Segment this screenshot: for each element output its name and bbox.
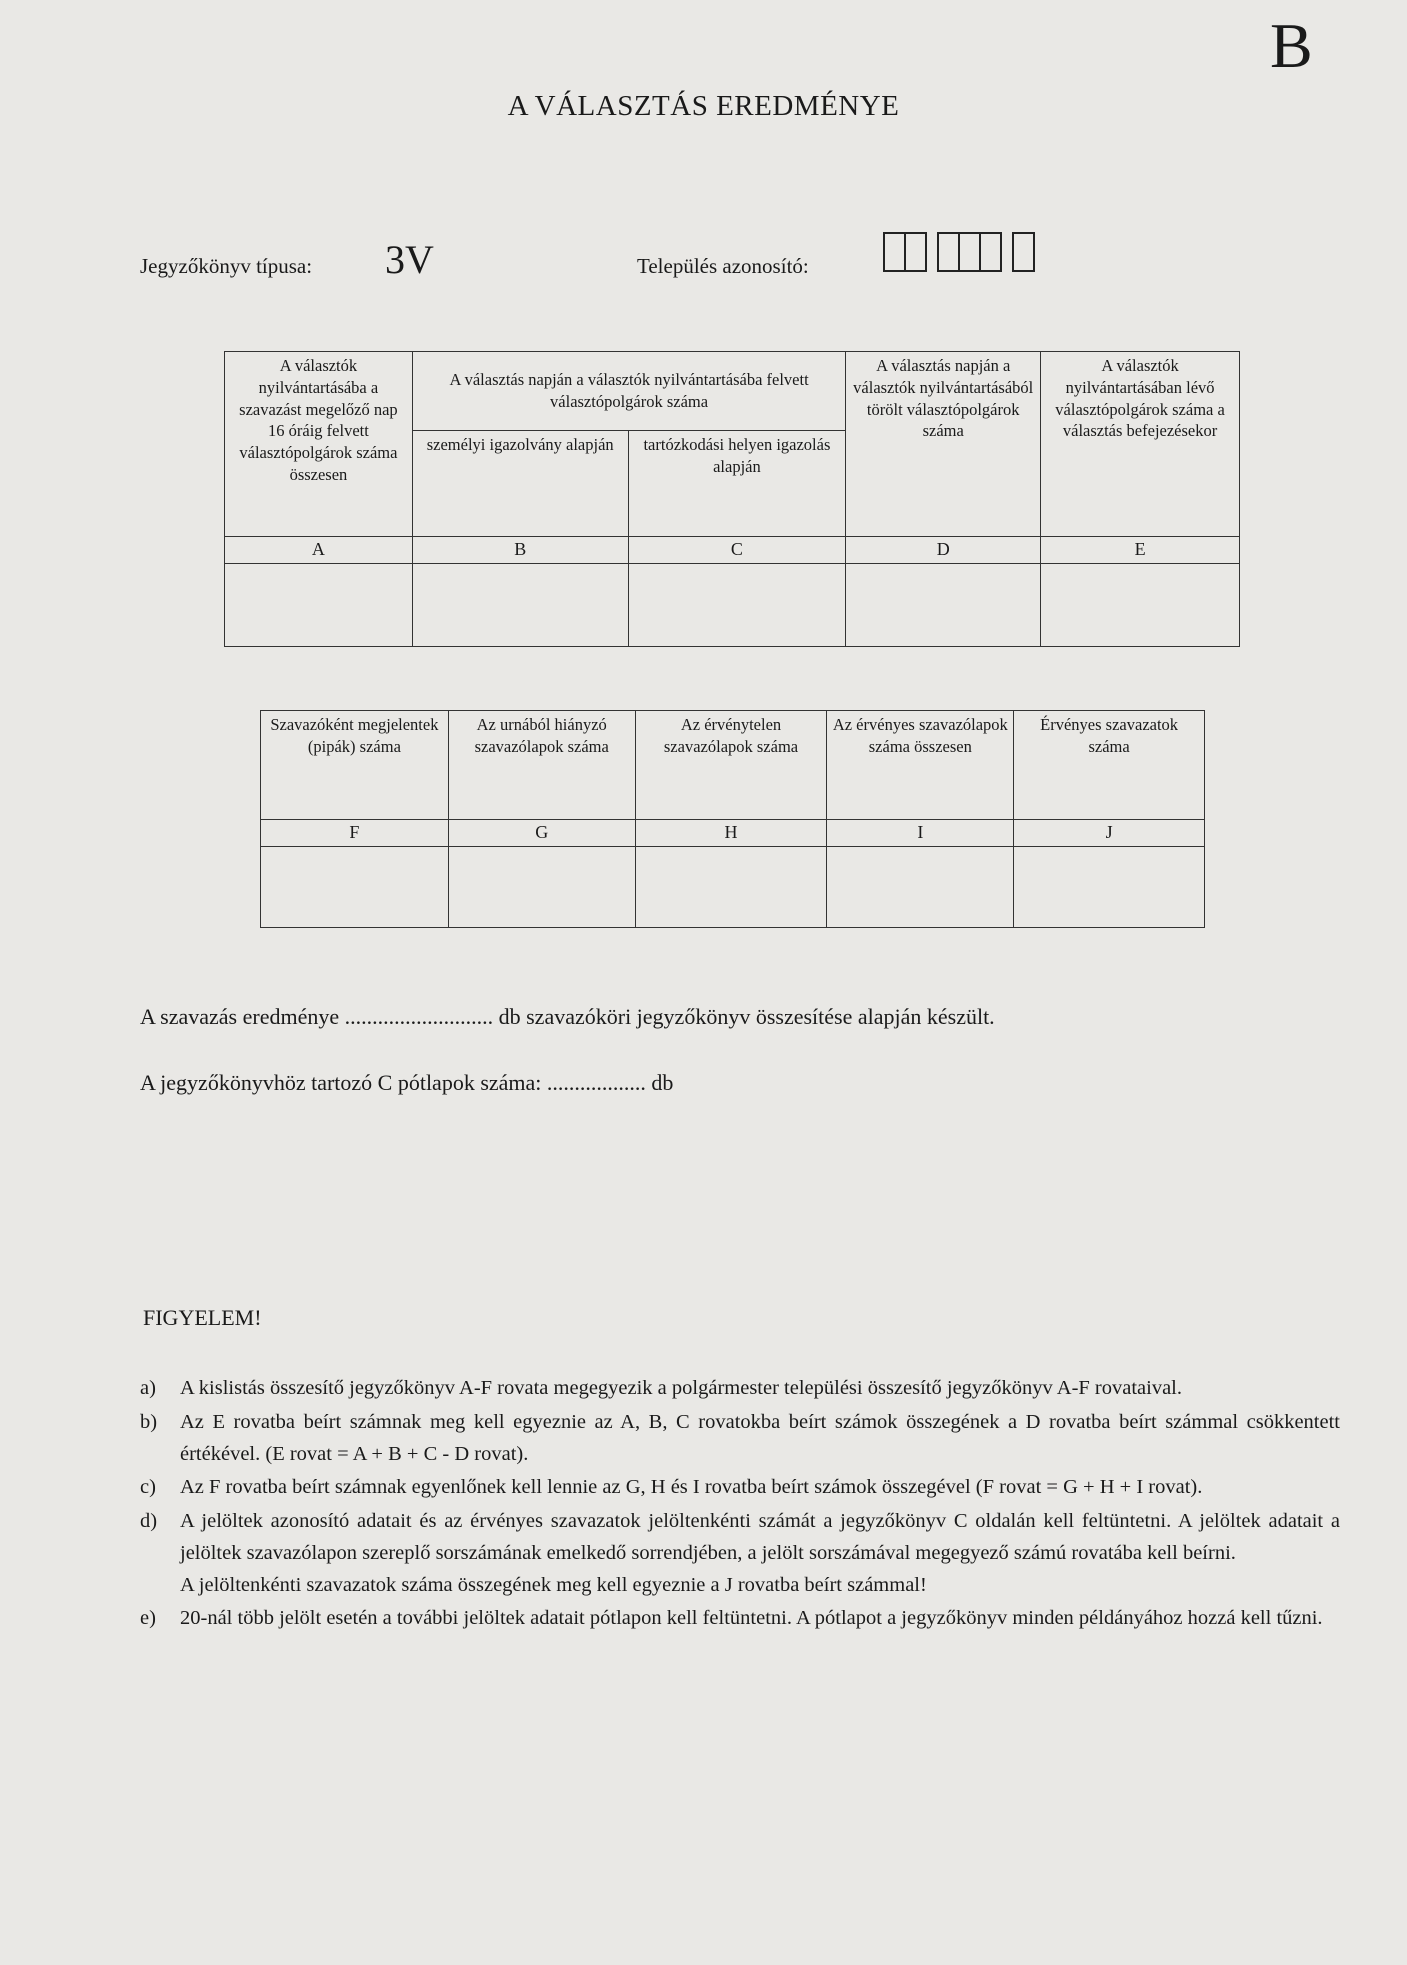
entry-cell-j[interactable]: [1014, 846, 1205, 927]
col-b-header: személyi igazolvány alapján: [412, 431, 628, 537]
note-body: [180, 1373, 1340, 1405]
col-letter: G: [448, 820, 635, 847]
attention-note: [140, 1407, 1340, 1471]
col-h-header: Az érvénytelen szavazólapok száma: [635, 711, 827, 820]
col-a-header: A választók nyilvántartásába a szavazást megelőző nap 16 óráig felvett választópolgárok száma összesen: [225, 352, 413, 537]
registry-table: [224, 351, 1240, 647]
col-letter: F: [261, 820, 449, 847]
col-letter: I: [827, 820, 1014, 847]
col-g-header: Az urnából hiányzó szavazólapok száma: [448, 711, 635, 820]
col-f-header: Szavazóként megjelentek (pipák) száma: [261, 711, 449, 820]
entry-cell-i[interactable]: [827, 846, 1014, 927]
ballot-table: [260, 710, 1205, 928]
col-i-header: Az érvényes szavazólapok száma összesen: [827, 711, 1014, 820]
id-box-group[interactable]: [937, 232, 1002, 272]
col-letter: J: [1014, 820, 1205, 847]
attention-note: [140, 1506, 1340, 1601]
attention-notes: [140, 1373, 1340, 1637]
attention-note: [140, 1603, 1340, 1635]
entry-cell-a[interactable]: [225, 563, 413, 646]
id-box-group[interactable]: [883, 232, 927, 272]
note-text: A kislistás összesítő jegyzőkönyv A-F rovata megegyezik a polgármester települési összesítő jegyzőkönyv A-F rovataival.: [180, 1377, 1183, 1399]
id-digit-box[interactable]: [981, 234, 1000, 270]
note-body: [180, 1506, 1340, 1601]
attention-title: FIGYELEM!: [143, 1305, 262, 1330]
page-letter: B: [1270, 10, 1313, 81]
settlement-id-label: Település azonosító:: [637, 254, 809, 278]
note-body: [180, 1603, 1340, 1635]
note-label: e): [140, 1607, 156, 1630]
page-title: A VÁLASZTÁS EREDMÉNYE: [507, 90, 900, 122]
id-digit-box[interactable]: [960, 234, 981, 270]
results-line: A szavazás eredménye ........................... db szavazóköri jegyzőkönyv összesítése alapján készült.: [140, 1004, 995, 1029]
note-label: b): [140, 1410, 158, 1433]
note-text: A jelöltenkénti szavazatok száma összegének meg kell egyeznie a J rovatba beírt számmal!: [180, 1573, 927, 1596]
note-text: 20-nál több jelölt esetén a további jelöltek adatait pótlapon kell feltüntetni. A pótlapot a jegyzőkönyv minden példányához hozzá kell tűzni.: [180, 1607, 1323, 1630]
id-box-group[interactable]: [1012, 232, 1035, 272]
supplement-line: A jegyzőkönyvhöz tartozó C pótlapok száma: .................. db: [140, 1070, 674, 1095]
col-letter: D: [846, 537, 1041, 564]
entry-cell-e[interactable]: [1041, 563, 1240, 646]
note-label: d): [140, 1510, 158, 1533]
group-header: A választás napján a választók nyilvántartásába felvett választópolgárok száma: [412, 352, 845, 431]
col-c-header: tartózkodási helyen igazolás alapján: [628, 431, 846, 537]
col-letter: H: [635, 820, 827, 847]
id-digit-box[interactable]: [939, 234, 960, 270]
note-body: [180, 1407, 1340, 1471]
note-label: a): [140, 1377, 156, 1399]
entry-cell-d[interactable]: [846, 563, 1041, 646]
id-digit-box[interactable]: [885, 234, 906, 270]
protocol-type-label: Jegyzőkönyv típusa:: [140, 254, 313, 278]
col-j-header: Érvényes szavazatok száma: [1014, 711, 1205, 820]
col-letter: E: [1041, 537, 1240, 564]
entry-cell-c[interactable]: [628, 563, 846, 646]
entry-cell-b[interactable]: [412, 563, 628, 646]
col-e-header: A választók nyilvántartásában lévő választópolgárok száma a választás befejezésekor: [1041, 352, 1240, 537]
col-d-header: A választás napján a választók nyilvántartásából törölt választópolgárok száma: [846, 352, 1041, 537]
note-body: [180, 1472, 1340, 1504]
protocol-type-value: 3V: [385, 237, 434, 282]
col-letter: C: [628, 537, 846, 564]
id-digit-box[interactable]: [906, 234, 925, 270]
entry-cell-g[interactable]: [448, 846, 635, 927]
id-digit-box[interactable]: [1014, 234, 1033, 270]
col-letter: B: [412, 537, 628, 564]
note-label: c): [140, 1476, 156, 1499]
entry-cell-h[interactable]: [635, 846, 827, 927]
col-letter: A: [225, 537, 413, 564]
entry-cell-f[interactable]: [261, 846, 449, 927]
note-text: A jelöltek azonosító adatait és az érvényes szavazatok jelöltenkénti számát a jegyzőkönyv C oldalán kell feltüntetni. A jelöltek adatait a jelöltek szavazólapon szereplő sorszámának emelkedő sorrendjében, a jelölt sorszámával megegyező számú rovatába kell beírni.: [180, 1510, 1340, 1564]
note-text: Az F rovatba beírt számnak egyenlőnek kell lennie az G, H és I rovatba beírt számok összegével (F rovat = G + H + I rovat).: [180, 1476, 1203, 1499]
attention-note: [140, 1373, 1340, 1405]
settlement-id-boxes[interactable]: [883, 232, 1035, 272]
note-text: Az E rovatba beírt számnak meg kell egyeznie az A, B, C rovatokba beírt számok összegének a D rovatba beírt számmal csökkentett értékével. (E rovat = A + B + C - D rovat).: [180, 1410, 1340, 1465]
attention-note: [140, 1472, 1340, 1504]
